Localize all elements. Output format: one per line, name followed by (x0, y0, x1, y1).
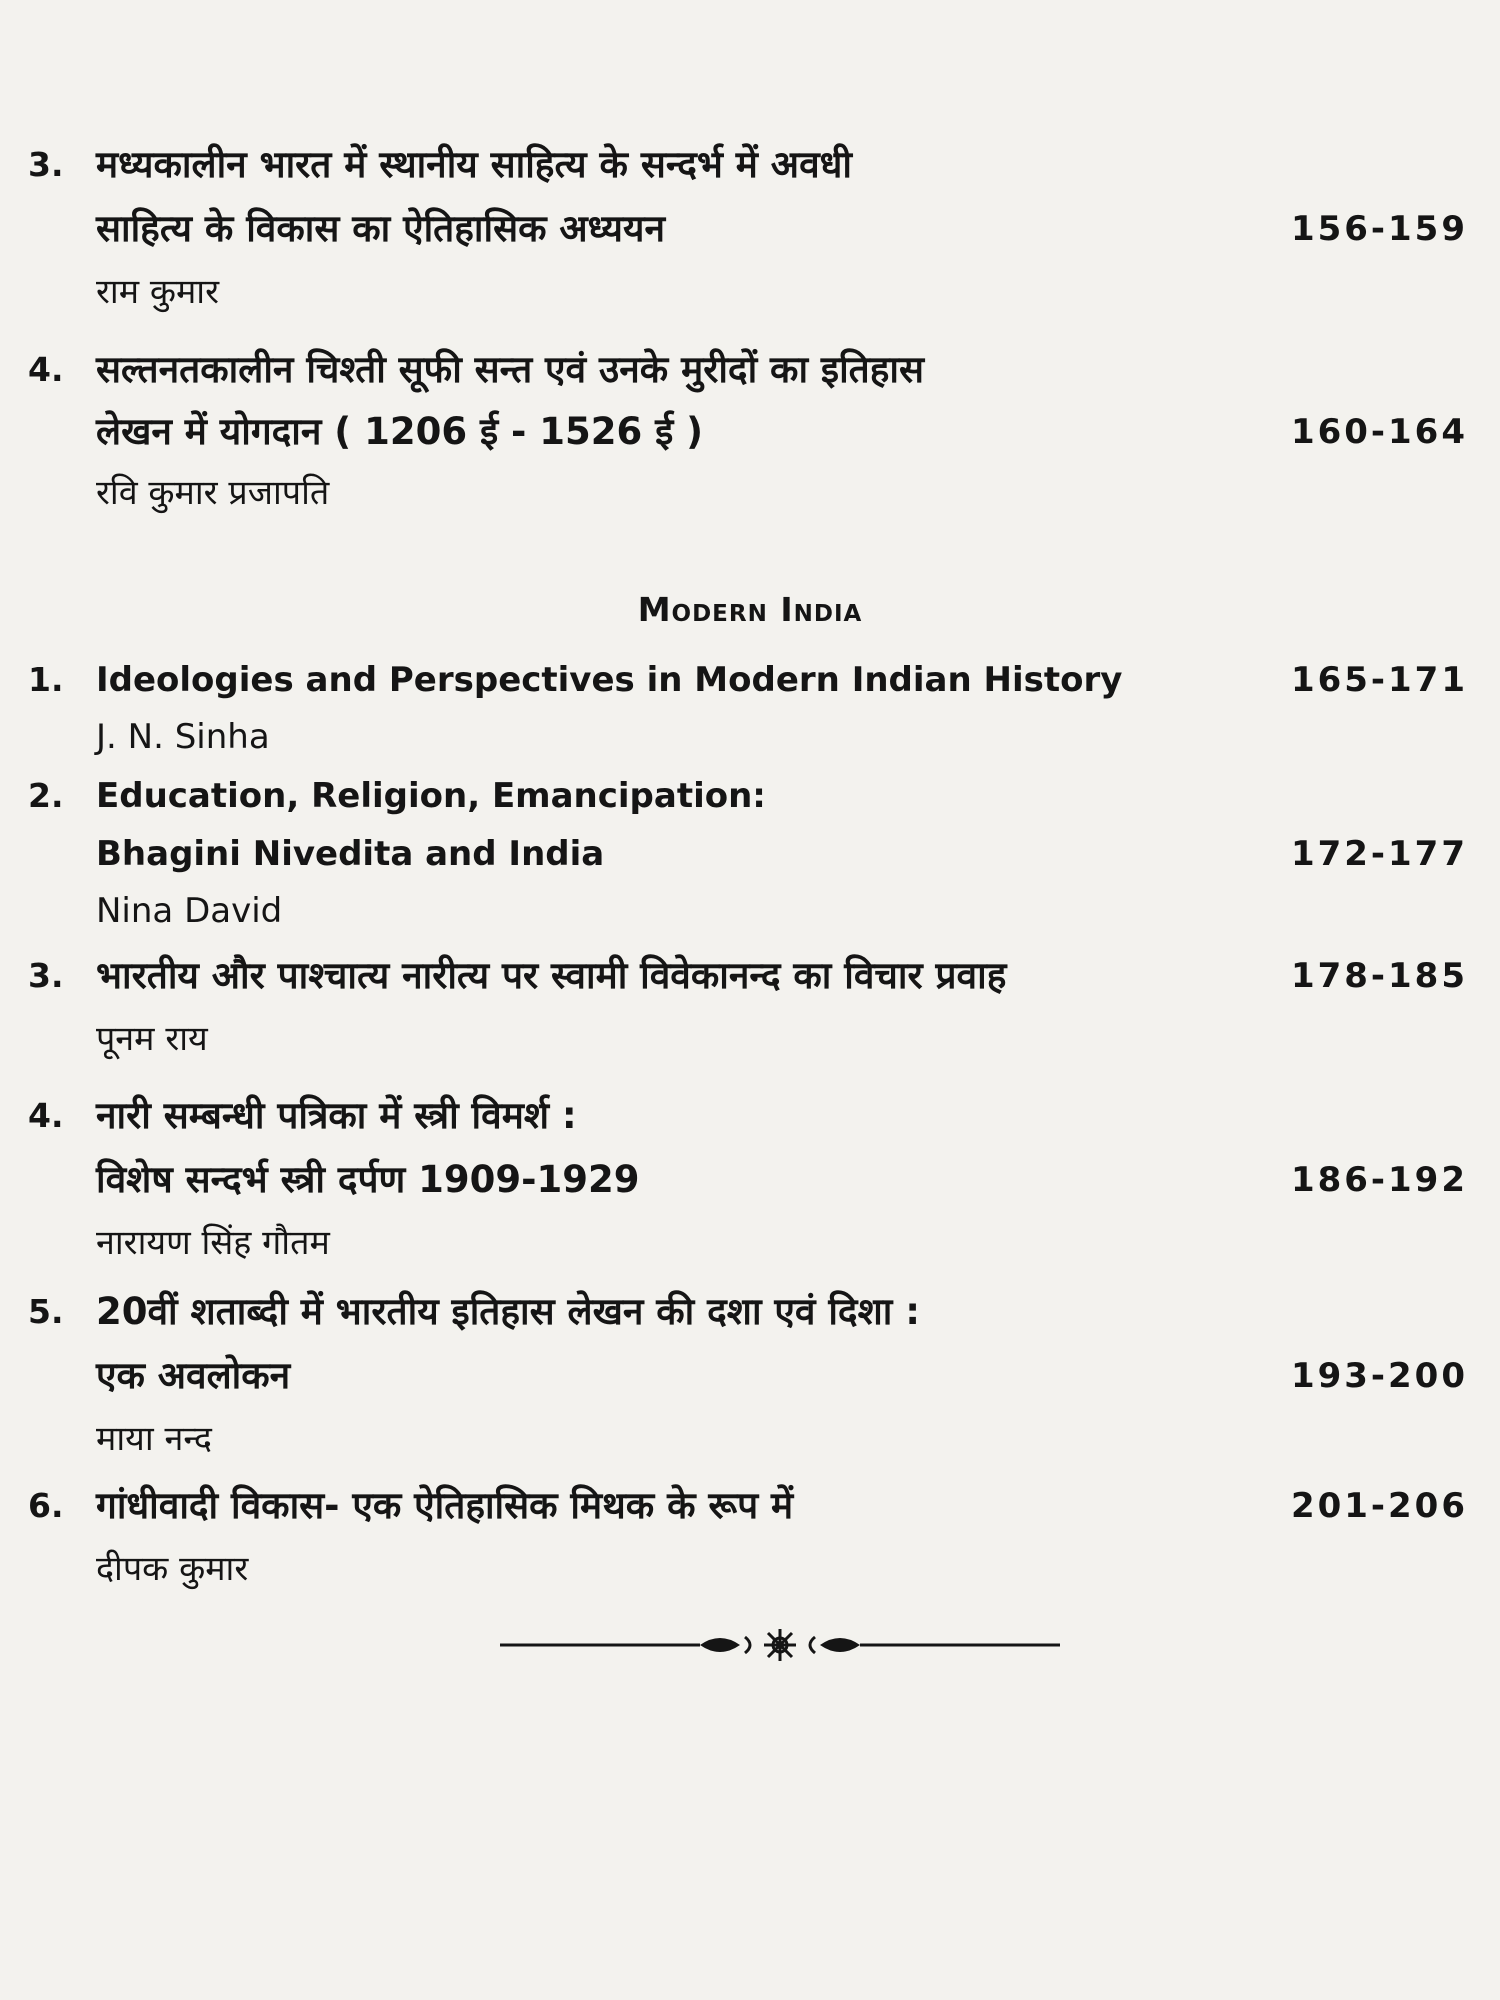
entry-number: 5. (28, 1292, 64, 1331)
section-heading: Modern India (637, 590, 863, 629)
entry-author: माया नन्द (96, 1419, 212, 1459)
entry-author: रवि कुमार प्रजापति (96, 473, 330, 513)
entry-pages: 178-185 (1290, 956, 1468, 996)
entry-pages: 201-206 (1290, 1486, 1468, 1526)
entry-title-line: एक अवलोकन (96, 1354, 291, 1397)
entry-number: 3. (28, 145, 64, 184)
entry-title-line: लेखन में योगदान ( 1206 ई - 1526 ई ) (96, 410, 704, 453)
entry-author: राम कुमार (96, 272, 220, 312)
toc-entry (28, 1282, 1468, 1472)
entry-number: 6. (28, 1486, 64, 1525)
entry-author: दीपक कुमार (96, 1549, 249, 1589)
entry-title-line: भारतीय और पाश्चात्य नारीत्य पर स्वामी विवेकानन्द का विचार प्रवाह (96, 954, 1007, 997)
entry-title-line: सल्तनतकालीन चिश्ती सूफी सन्त एवं उनके मुरीदों का इतिहास (96, 348, 924, 391)
toc-entry (28, 766, 1468, 946)
entry-title-line: Ideologies and Perspectives in Modern Indian History (96, 660, 1123, 700)
toc-entry (28, 1086, 1468, 1276)
entry-number: 2. (28, 776, 64, 815)
entry-number: 1. (28, 660, 64, 699)
entry-author: J. N. Sinha (96, 717, 270, 757)
entry-title-line: नारी सम्बन्धी पत्रिका में स्त्री विमर्श : (96, 1094, 577, 1137)
entry-pages: 193-200 (1290, 1356, 1468, 1396)
entry-pages: 160-164 (1290, 412, 1468, 452)
entry-pages: 186-192 (1290, 1160, 1468, 1200)
entry-number: 4. (28, 1096, 64, 1135)
entry-title-line: गांधीवादी विकास- एक ऐतिहासिक मिथक के रूप में (96, 1484, 794, 1527)
toc-entry (28, 1476, 1468, 1606)
entry-author: पूनम राय (96, 1019, 208, 1059)
entry-pages: 156-159 (1290, 209, 1468, 249)
entry-title-line: साहित्य के विकास का ऐतिहासिक अध्ययन (96, 207, 666, 250)
entry-title-line: Bhagini Nivedita and India (96, 834, 605, 874)
entry-pages: 165-171 (1290, 660, 1468, 700)
entry-number: 4. (28, 350, 64, 389)
toc-entry (28, 650, 1468, 770)
entry-pages: 172-177 (1290, 834, 1468, 874)
entry-author: नारायण सिंह गौतम (96, 1223, 330, 1263)
entry-title-line: मध्यकालीन भारत में स्थानीय साहित्य के सन्दर्भ में अवधी (96, 143, 852, 186)
entry-title-line: Education, Religion, Emancipation: (96, 776, 766, 816)
entry-title-line: विशेष सन्दर्भ स्त्री दर्पण 1909-1929 (96, 1158, 640, 1201)
toc-entry (28, 135, 1468, 335)
floral-divider-icon (500, 1625, 1060, 1665)
entry-number: 3. (28, 956, 64, 995)
entry-author: Nina David (96, 891, 283, 931)
toc-entry (28, 946, 1468, 1076)
toc-entry (28, 340, 1468, 540)
entry-title-line: 20वीं शताब्दी में भारतीय इतिहास लेखन की दशा एवं दिशा : (96, 1290, 920, 1333)
